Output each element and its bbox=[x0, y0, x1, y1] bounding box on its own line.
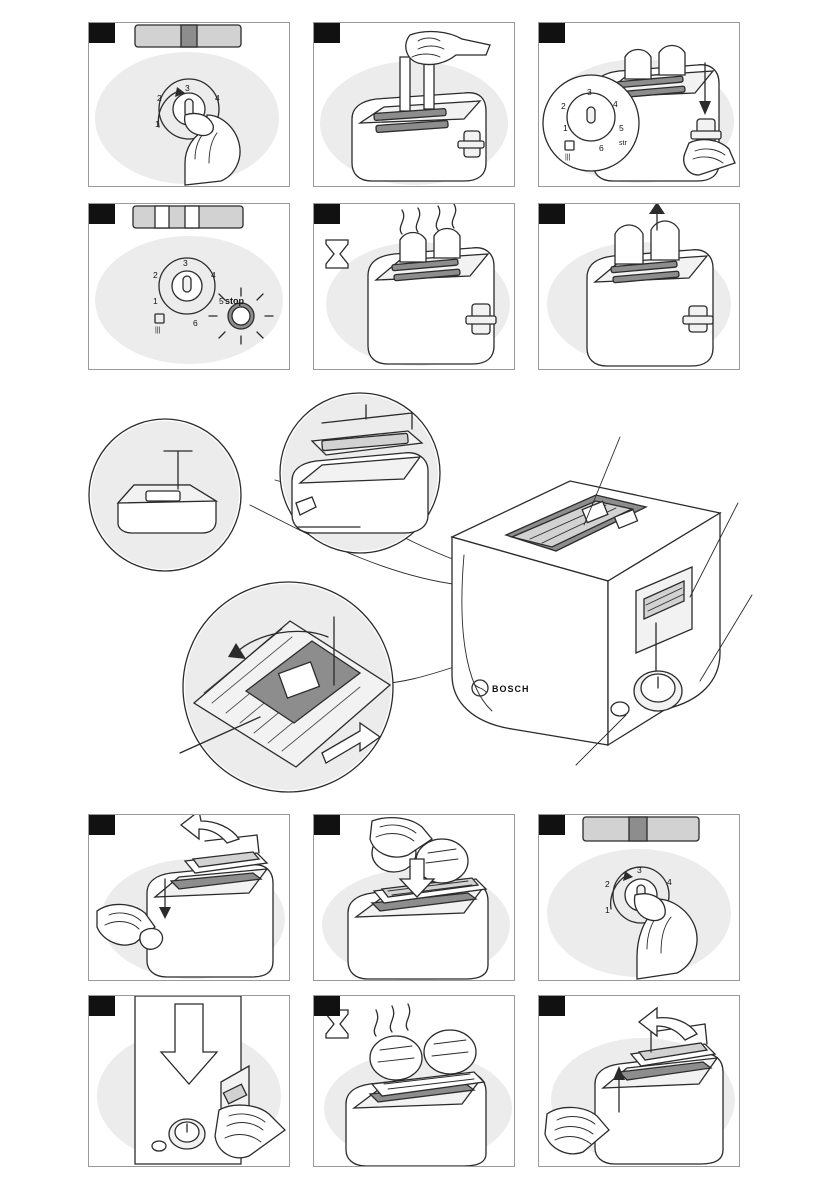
svg-text:2: 2 bbox=[605, 879, 610, 889]
svg-text:6: 6 bbox=[599, 143, 604, 153]
svg-text:stop: stop bbox=[225, 296, 244, 306]
step-panel-11 bbox=[313, 995, 515, 1167]
brand-text: BOSCH bbox=[492, 684, 530, 694]
svg-text:4: 4 bbox=[211, 270, 216, 280]
step-12-illustration bbox=[539, 996, 739, 1166]
step-badge-3 bbox=[539, 23, 565, 43]
step-panel-1 bbox=[88, 22, 290, 187]
step-7-illustration bbox=[89, 815, 289, 980]
svg-text:|||: ||| bbox=[565, 154, 571, 161]
step-6-illustration bbox=[539, 204, 739, 369]
svg-text:4: 4 bbox=[613, 99, 618, 109]
svg-text:4: 4 bbox=[667, 877, 672, 887]
svg-text:1: 1 bbox=[563, 123, 568, 133]
svg-text:2: 2 bbox=[561, 101, 566, 111]
step-panel-12 bbox=[538, 995, 740, 1167]
step-panel-9 bbox=[538, 814, 740, 981]
step-panel-2 bbox=[313, 22, 515, 187]
step-panel-3 bbox=[538, 22, 740, 187]
svg-text:3: 3 bbox=[637, 865, 642, 875]
step-badge-4 bbox=[89, 204, 115, 224]
step-10-illustration bbox=[89, 996, 289, 1166]
step-badge-7 bbox=[89, 815, 115, 835]
step-badge-6 bbox=[539, 204, 565, 224]
svg-text:6: 6 bbox=[193, 318, 198, 328]
svg-text:3: 3 bbox=[183, 258, 188, 268]
step-badge-8 bbox=[314, 815, 340, 835]
svg-text:1: 1 bbox=[155, 119, 160, 129]
detail-bun-warmer-part bbox=[89, 419, 241, 571]
step-8-illustration bbox=[314, 815, 514, 980]
step-1-illustration bbox=[89, 23, 289, 186]
svg-text:3: 3 bbox=[185, 83, 190, 93]
step-2-illustration bbox=[314, 23, 514, 186]
step-panel-6 bbox=[538, 203, 740, 370]
step-badge-9 bbox=[539, 815, 565, 835]
svg-text:1: 1 bbox=[605, 905, 610, 915]
svg-text:4: 4 bbox=[215, 93, 220, 103]
step-5-illustration bbox=[314, 204, 514, 369]
step-panel-8 bbox=[313, 814, 515, 981]
step-badge-2 bbox=[314, 23, 340, 43]
step-badge-12 bbox=[539, 996, 565, 1016]
svg-text:5: 5 bbox=[619, 123, 624, 133]
step-panel-10 bbox=[88, 995, 290, 1167]
svg-text:3: 3 bbox=[587, 87, 592, 97]
step-11-illustration bbox=[314, 996, 514, 1166]
step-3-illustration bbox=[539, 23, 739, 186]
detail-bun-warmer-mounted bbox=[280, 393, 440, 553]
svg-text:2: 2 bbox=[157, 93, 162, 103]
step-panel-4 bbox=[88, 203, 290, 370]
product-overview-illustration bbox=[60, 385, 780, 805]
step-4-illustration bbox=[89, 204, 289, 369]
hourglass-icon bbox=[326, 240, 348, 268]
svg-text:2: 2 bbox=[153, 270, 158, 280]
detail-crumb-tray bbox=[180, 582, 393, 792]
main-toaster bbox=[452, 437, 752, 765]
step-panel-7 bbox=[88, 814, 290, 981]
step-panel-5 bbox=[313, 203, 515, 370]
step-badge-10 bbox=[89, 996, 115, 1016]
step-badge-11 bbox=[314, 996, 340, 1016]
svg-text:1: 1 bbox=[153, 296, 158, 306]
svg-text:str: str bbox=[619, 140, 627, 147]
step-9-illustration bbox=[539, 815, 739, 980]
svg-text:5: 5 bbox=[219, 296, 224, 306]
step-badge-1 bbox=[89, 23, 115, 43]
step-badge-5 bbox=[314, 204, 340, 224]
svg-text:|||: ||| bbox=[155, 327, 161, 334]
